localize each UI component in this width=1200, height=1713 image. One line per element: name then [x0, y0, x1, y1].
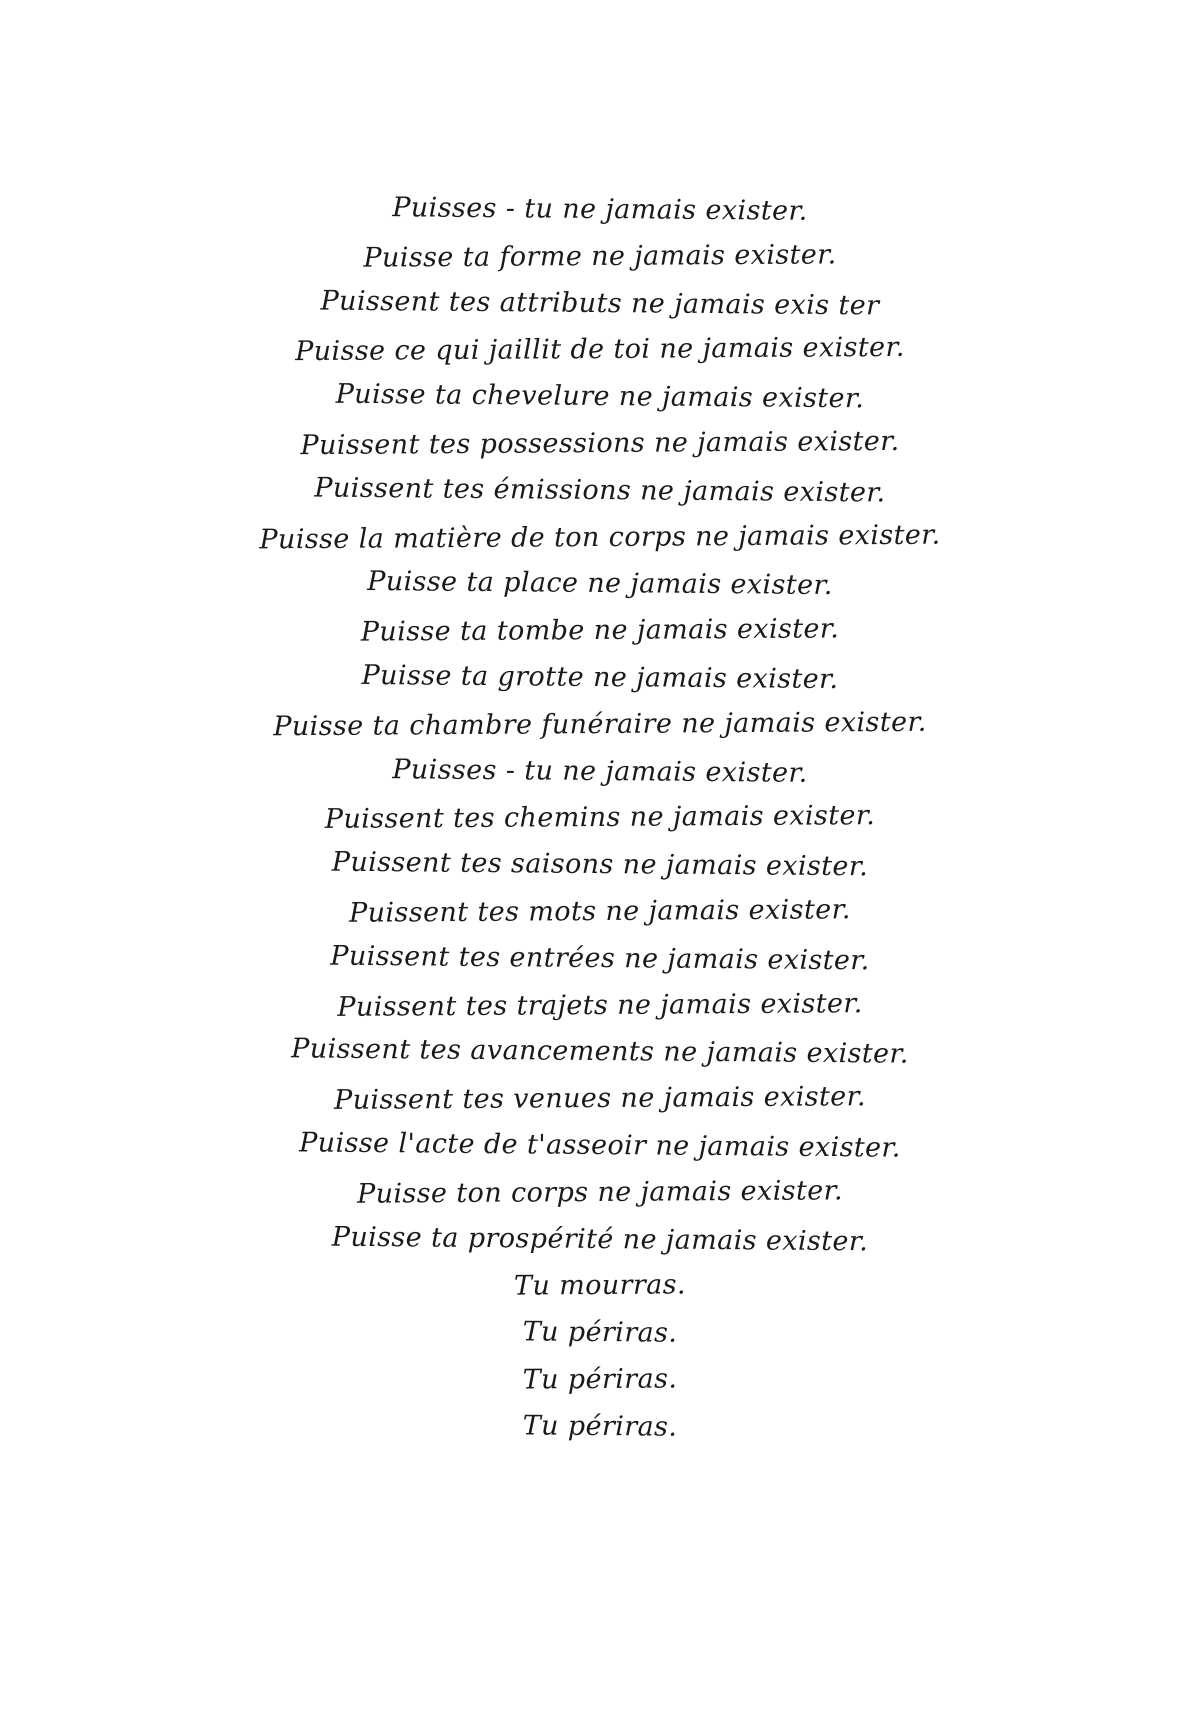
poem-line-17: Puissent tes entrées ne jamais exister. [330, 940, 870, 977]
poem-line-9: Puisse ta place ne jamais exister. [367, 566, 833, 602]
poem-line-3: Puissent tes attributs ne jamais exis ter [320, 285, 880, 322]
poem-line-5: Puisse ta chevelure ne jamais exister. [335, 378, 865, 415]
poem-line-25: Tu périras. [522, 1316, 678, 1349]
poem-line-20: Puissent tes venues ne jamais exister. [333, 1081, 867, 1116]
poem-line-14: Puissent tes chemins ne jamais exister. [324, 800, 876, 836]
poem-line-7: Puissent tes émissions ne jamais exister. [314, 472, 886, 509]
poem-line-8: Puisse la matière de ton corps ne jamais exister. [259, 519, 941, 555]
poem-line-22: Puisse ton corps ne jamais exister. [356, 1175, 843, 1210]
poem-line-19: Puissent tes avancements ne jamais exister. [291, 1033, 909, 1071]
poem-line-27: Tu périras. [522, 1410, 678, 1443]
poem-line-4: Puisse ce qui jaillit de toi ne jamais exister. [295, 332, 905, 368]
poem-line-26: Tu périras. [522, 1363, 678, 1396]
poem-line-1: Puisses - tu ne jamais exister. [392, 192, 808, 227]
poem-line-23: Puisse ta prospérité ne jamais exister. [331, 1221, 869, 1257]
poem-line-15: Puissent tes saisons ne jamais exister. [331, 846, 869, 883]
poem-line-18: Puissent tes trajets ne jamais exister. [337, 987, 863, 1023]
poem-line-12: Puisse ta chambre funéraire ne jamais exister. [273, 706, 927, 743]
poem-line-11: Puisse ta grotte ne jamais exister. [361, 659, 839, 696]
poem-line-6: Puissent tes possessions ne jamais exister. [300, 425, 900, 462]
poem-line-13: Puisses - tu ne jamais exister. [392, 753, 808, 789]
poem-line-21: Puisse l'acte de t'asseoir ne jamais exister. [299, 1127, 901, 1164]
poem-line-16: Puissent tes mots ne jamais exister. [349, 894, 851, 929]
poem-line-24: Tu mourras. [513, 1269, 687, 1302]
handwritten-poem [0, 187, 1200, 1451]
poem-line-10: Puisse ta tombe ne jamais exister. [360, 613, 840, 648]
poem-line-2: Puisse ta forme ne jamais exister. [363, 239, 837, 274]
